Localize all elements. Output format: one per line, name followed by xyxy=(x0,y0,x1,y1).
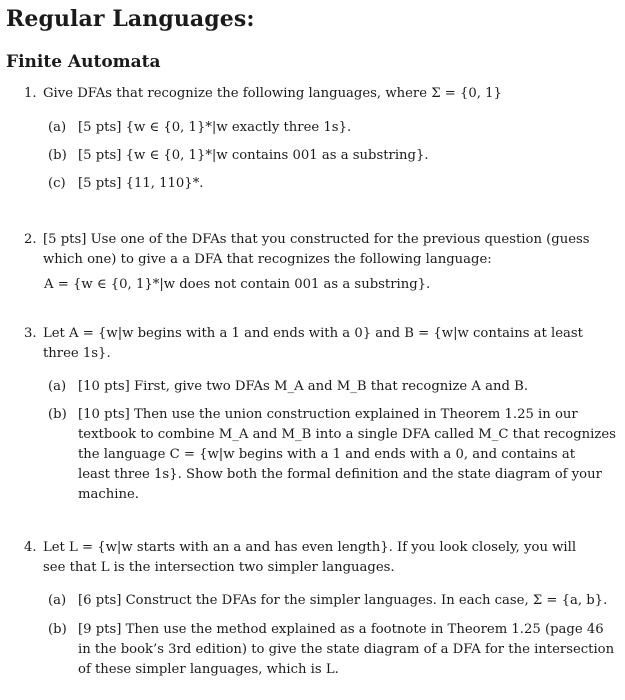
question-2 xyxy=(24,230,619,270)
part-line-4: least three 1s}. Show both the formal definition and the state diagram of your xyxy=(78,467,602,482)
part-text: [6 pts] Construct the DFAs for the simpler languages. In each case, Σ = {a, b}. xyxy=(78,593,608,608)
question-number: 1. xyxy=(24,86,37,101)
question-line-1: [5 pts] Use one of the DFAs that you constructed for the previous question (guess xyxy=(43,232,590,247)
question-number: 3. xyxy=(24,326,37,341)
question-1b xyxy=(48,146,618,166)
part-text: [10 pts] First, give two DFAs M_A and M_B that recognize A and B. xyxy=(78,379,529,394)
question-line-2: three 1s}. xyxy=(43,346,111,361)
question-1c xyxy=(48,174,618,194)
part-label: (a) xyxy=(48,120,67,135)
language-definition: A = {w ∈ {0, 1}*|w does not contain 001 as a substring}. xyxy=(44,277,431,292)
part-line-5: machine. xyxy=(78,487,139,502)
part-label: (b) xyxy=(48,622,67,637)
part-label: (c) xyxy=(48,176,66,191)
question-line-2: see that L is the intersection two simpler languages. xyxy=(43,560,395,575)
part-line-1: [9 pts] Then use the method explained as a footnote in Theorem 1.25 (page 46 xyxy=(78,622,604,637)
part-label: (a) xyxy=(48,593,67,608)
question-4a xyxy=(48,591,618,611)
part-label: (b) xyxy=(48,407,67,422)
question-3a xyxy=(48,377,618,397)
question-number: 2. xyxy=(24,232,37,247)
part-text: [5 pts] {w ∈ {0, 1}*|w contains 001 as a substring}. xyxy=(78,148,429,163)
part-line-1: [10 pts] Then use the union construction explained in Theorem 1.25 in our xyxy=(78,407,578,422)
part-line-3: of these simpler languages, which is L. xyxy=(78,662,339,677)
question-4b xyxy=(48,620,618,680)
question-line-1: Let A = {w|w begins with a 1 and ends with a 0} and B = {w|w contains at least xyxy=(43,326,583,341)
part-text: [5 pts] {11, 110}*. xyxy=(78,176,204,191)
question-3 xyxy=(24,324,619,364)
part-line-2: in the book’s 3rd edition) to give the state diagram of a DFA for the intersection xyxy=(78,642,615,657)
question-text: Give DFAs that recognize the following languages, where Σ = {0, 1} xyxy=(43,86,502,101)
question-4 xyxy=(24,538,619,578)
part-label: (b) xyxy=(48,148,67,163)
question-1 xyxy=(24,84,619,104)
page-title: Regular Languages: xyxy=(6,6,255,32)
part-line-3: the language C = {w|w begins with a 1 and ends with a 0, and contains at xyxy=(78,447,576,462)
section-title: Finite Automata xyxy=(6,52,161,72)
question-1a xyxy=(48,118,618,138)
part-text: [5 pts] {w ∈ {0, 1}*|w exactly three 1s}. xyxy=(78,120,352,135)
question-line-1: Let L = {w|w starts with an a and has even length}. If you look closely, you will xyxy=(43,540,577,555)
question-number: 4. xyxy=(24,540,37,555)
part-line-2: textbook to combine M_A and M_B into a single DFA called M_C that recognizes xyxy=(78,427,616,442)
question-3b xyxy=(48,405,618,505)
question-line-2: which one) to give a a DFA that recognizes the following language: xyxy=(43,252,492,267)
part-label: (a) xyxy=(48,379,67,394)
